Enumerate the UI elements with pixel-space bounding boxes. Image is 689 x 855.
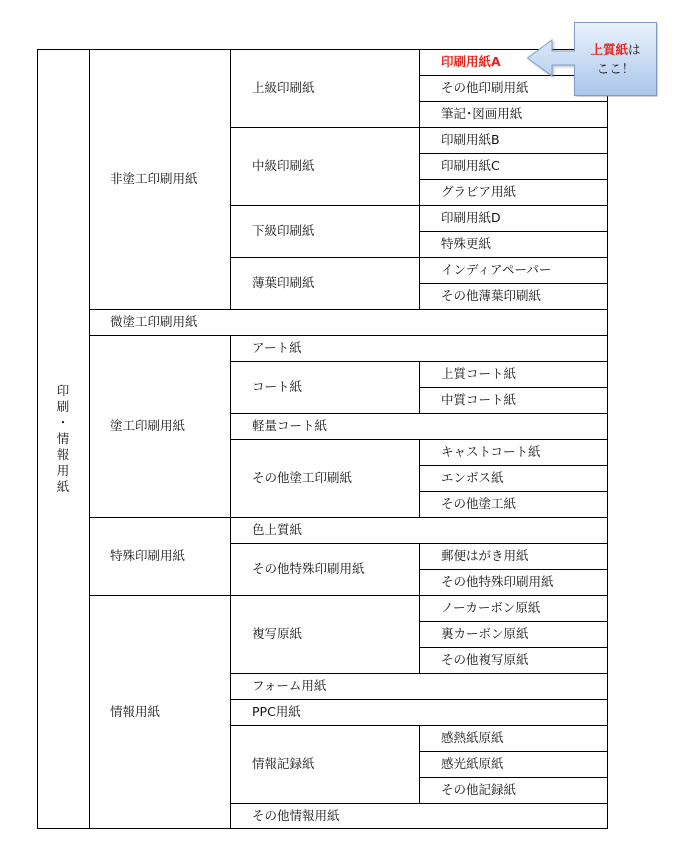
subcategory-thin: 薄葉印刷紙 [252,274,315,290]
callout-text [574,22,657,96]
item-other-print: その他印刷用紙 [441,79,529,95]
subcategory-form: フォーム用紙 [252,677,327,693]
item-paper-b: 印刷用紙B [441,131,500,147]
root-char: 紙 [56,479,70,494]
category-special: 特殊印刷用紙 [110,547,186,563]
paper-classification-table [37,49,608,829]
callout-strong-text: 上質紙 [590,42,628,57]
category-slightly-coated: 微塗工印刷用紙 [110,313,198,329]
subcategory-art: アート紙 [252,339,302,355]
callout-suffix-text: は [628,42,641,57]
root-char: 印 [56,383,70,398]
item-paper-a-highlighted: 印刷用紙A [441,53,501,69]
root-char: ・ [56,415,70,430]
item-other-thin: その他薄葉印刷紙 [441,287,542,303]
subcategory-ppc: PPC用紙 [252,703,301,719]
item-back-carbon: 裏カーボン原紙 [441,625,529,641]
subcategory-info-recording: 情報記録紙 [252,755,315,771]
item-other-record: その他記録紙 [441,781,517,797]
subcategory-other-info: その他情報用紙 [252,807,340,823]
item-mid-coat: 中質コート紙 [441,391,517,407]
item-other-copy: その他複写原紙 [441,651,529,667]
subcategory-color-fine: 色上質紙 [252,521,303,537]
subcategory-copy-base: 複写原紙 [252,625,303,641]
item-fine-coat: 上質コート紙 [441,365,517,381]
subcategory-low-grade: 下級印刷紙 [252,222,315,238]
root-char: 刷 [56,399,70,414]
subcategory-other-special: その他特殊印刷用紙 [252,560,365,576]
category-coated: 塗工印刷用紙 [110,417,186,433]
item-thermal: 感熱紙原紙 [441,729,504,745]
category-non-coated: 非塗工印刷用紙 [110,170,198,186]
item-writing-drawing: 筆記･図画用紙 [441,105,523,121]
root-char: 用 [56,463,70,478]
category-information: 情報用紙 [110,703,161,719]
item-no-carbon: ノーカーボン原紙 [441,599,541,615]
subcategory-high-grade: 上級印刷紙 [252,79,315,95]
item-paper-d: 印刷用紙D [441,209,501,225]
subcategory-mid-grade: 中級印刷紙 [252,157,315,173]
item-cast-coat: キャストコート紙 [441,443,541,459]
subcategory-other-coated: その他塗工印刷紙 [252,469,353,485]
callout-line2-text: ここ！ [596,61,635,76]
item-postcard: 郵便はがき用紙 [441,547,529,563]
item-emboss: エンボス紙 [441,469,504,485]
root-char: 情 [56,431,70,446]
root-category-label [37,49,89,829]
item-india-paper: インディアペーパー [441,261,552,277]
item-special-sarashi: 特殊更紙 [441,235,492,251]
item-other-special-print: その他特殊印刷用紙 [441,573,554,589]
item-gravure: グラビア用紙 [441,183,517,199]
item-other-coat: その他塗工紙 [441,495,517,511]
subcategory-coat: コート紙 [252,378,303,394]
root-char: 報 [56,447,70,462]
item-photosensitive: 感光紙原紙 [441,755,504,771]
item-paper-c: 印刷用紙C [441,157,500,173]
subcategory-light-coat: 軽量コート紙 [252,417,328,433]
